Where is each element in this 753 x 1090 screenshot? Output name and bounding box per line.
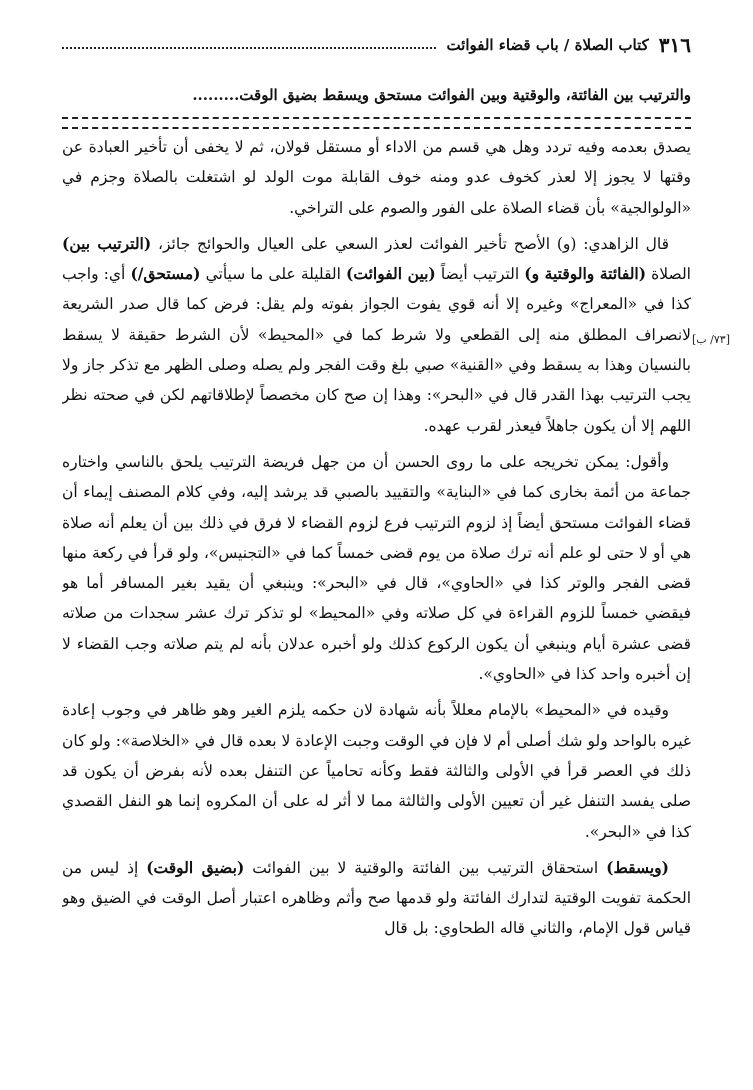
page-header xyxy=(62,32,691,58)
dashed-divider-bottom xyxy=(62,127,691,129)
p5-text: استحقاق الترتيب بين الفائتة والوقتية لا بين الفوائت xyxy=(244,858,607,877)
matn-excerpt-heading: والترتيب بين الفائتة، والوقتية وبين الفوائت مستحق ويسقط بضيق الوقت......... xyxy=(192,86,691,104)
paragraph-1: يصدق بعدمه وفيه تردد وهل هي قسم من الاداء أو مستقل قولان، ثم لا يخفى أن تأخير العبادة عن وقتها لا يجوز إلا لعذر كخوف عدو ومنه خوف القابلة موت الولد لو اشتغلت بالصلاة وجزم في «الولوالجية» بأن قضاء الصلاة على الفور والصوم على التراخي. xyxy=(62,138,691,217)
p2-text: القليلة على ما سيأتي xyxy=(200,265,347,284)
page-number: ٣١٦ xyxy=(658,33,691,57)
p2-matn: (مستحق/) xyxy=(130,264,201,284)
p5-matn: (بضيق الوقت) xyxy=(146,857,245,877)
p2-matn: (بين الفوائت) xyxy=(346,264,436,284)
dashed-divider-top xyxy=(62,117,691,119)
commentary-body xyxy=(62,132,691,1082)
running-title: كتاب الصلاة / باب قضاء الفوائت xyxy=(446,36,649,54)
header-dotted-leader xyxy=(62,47,436,49)
p2-text: الترتيب أيضاً xyxy=(435,265,525,284)
p2-text: أي: واجب كذا في «المعراج» وغيره إلا أنه قوي يفوت الجواز بفوته ولم يقل: فرض كما قال صدر الشريعة لانصراف المطلق منه إلى القطعي ولا شرط كما في «المحيط» لأن الشرط حقيقة لا يسقط بالنسيان وهذا به يسقط وفي «القنية» صبي بلغ وقت الفجر ولم يصله وصلى الظهر مع تذكر جاز ولا يجب الترتيب بهذا القدر قال في «البحر»: وهذا إن صح كان مخصصاً لإطلاقاتهم لكن في صحته نظر اللهم إلا أن يكون جاهلاً فيعذر لقرب عهده. xyxy=(62,265,691,435)
paragraph-4: وقيده في «المحيط» بالإمام معللاً بأنه شهادة لان حكمه يلزم الغير وهو ظاهر في وجوب إعادة غيره بالواحد ولو شك أصلى أم لا فإن في الوقت وجبت الإعادة لا بعده قال في «الخلاصة»: ولو كان ذلك في العصر قرأ في الأولى والثالثة فقط وكأنه تحامياً عن التنفل بعده لأنه بفرض أن يكون قد صلى يفسد التنفل غير أن تعيين الأولى والثالثة مما لا أثر له على أن المكروه إنما هو النفل القصدي كذا في «البحر». xyxy=(62,701,691,841)
p2-text: قال الزاهدي: (و) الأصح تأخير الفوائت لعذر السعي على العيال والحوائج جائز، xyxy=(151,234,669,253)
p5-matn: (ويسقط) xyxy=(606,857,669,877)
manuscript-folio-marker: [٧٣/ ب] xyxy=(692,333,730,346)
paragraph-3: وأقول: يمكن تخريجه على ما روى الحسن أن من جهل فريضة الترتيب يلحق بالناسي واختاره جماعة من أئمة بخارى كما في «البناية» والتقييد بالصبي قد يرشد إليه، وفي كلام المصنف إيماء أن قضاء الفوائت مستحق أيضاً إذ لزوم الترتيب فرع لزوم القضاء لا فرق في ذلك بين أن يعلم أنه صلاة هي أو لا حتى لو علم أنه ترك صلاة من يوم قضى خمساً كما في «التجنيس»، ولو قرأ في ركعة منها قضى الفجر والوتر كذا في «الحاوي»، قال في «البحر»: وينبغي أن يقيد بغير المسافر أما هو فيقضي خمساً للزوم القراءة في كل صلاته وفي «المحيط» لو تذكر ترك عشر سجدات من صلاته قضى عشرة أيام وينبغي أن يكون الركوع كذلك ولو أخبره عدلان بأنه لم يتم صلاته وجب القضاء لا إن أخبره واحد كذا في «الحاوي». xyxy=(62,452,691,684)
p2-matn: (الفائتة والوقتية و) xyxy=(524,264,647,284)
p2-matn: (الترتيب بين) xyxy=(62,233,152,253)
paragraph-5 xyxy=(62,853,691,944)
p5-text: إذ ليس من الحكمة تفويت الوقتية لتدارك الفائتة ولو قدمها صح وأثم وظاهره اعتبار أصل الوقت في الضيق وهو قياس قول الإمام، والثاني قاله الطحاوي: بل قال xyxy=(62,858,691,938)
paragraph-2 xyxy=(62,229,691,441)
p2-text: الصلاة xyxy=(646,265,691,284)
